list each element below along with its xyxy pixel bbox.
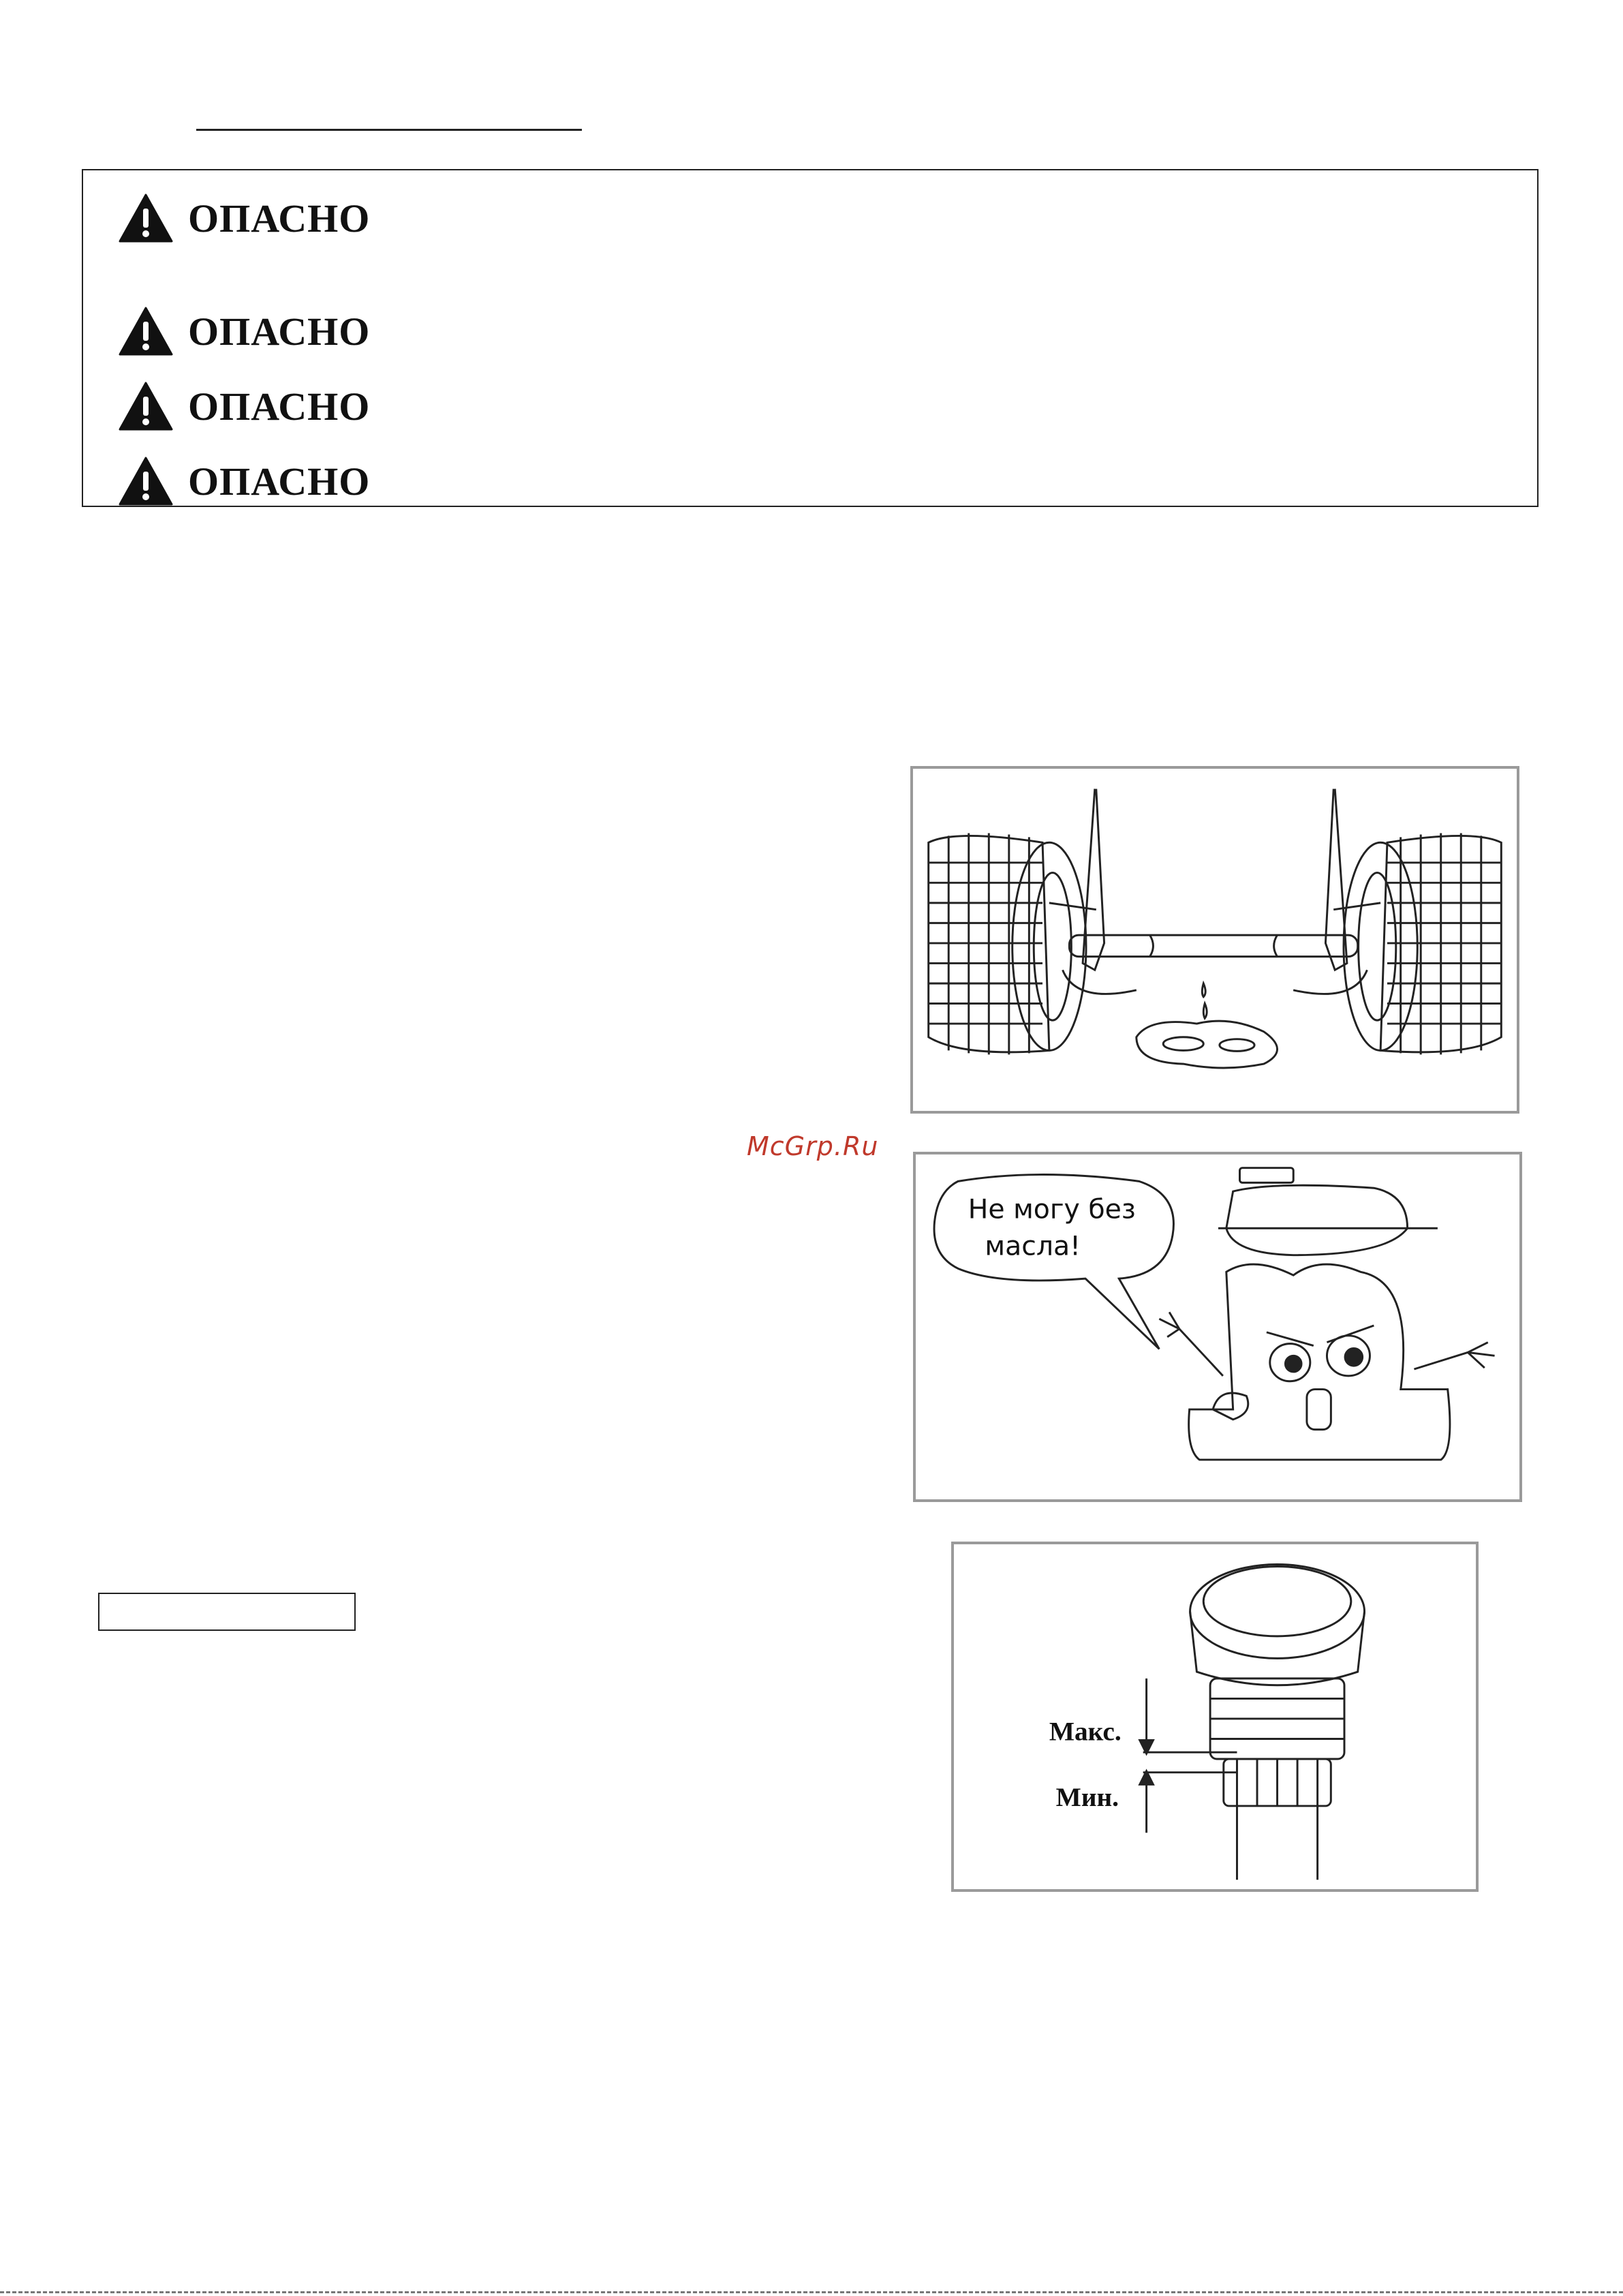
danger-row-2 [119, 304, 370, 358]
danger-label: ОПАСНО [188, 384, 371, 429]
empty-label-box [98, 1593, 356, 1631]
danger-row-3 [119, 379, 370, 433]
engine-cartoon-illustration [916, 1154, 1519, 1499]
warning-triangle-icon [119, 194, 173, 243]
speech-line-1: Не могу без [968, 1193, 1136, 1225]
watermark-text: McGrp.Ru [747, 1131, 879, 1161]
danger-label: ОПАСНО [188, 309, 371, 354]
section-title-underline [196, 129, 582, 131]
danger-label: ОПАСНО [188, 196, 371, 241]
danger-notice-box [82, 169, 1539, 507]
danger-label: ОПАСНО [188, 459, 371, 504]
figure-engine-cartoon [913, 1152, 1522, 1502]
figure-dipstick [951, 1542, 1479, 1892]
warning-triangle-icon [119, 457, 173, 506]
oil-leak-illustration [913, 769, 1517, 1111]
dipstick-max-label: Макс. [1049, 1716, 1122, 1747]
page-bottom-rule [0, 2291, 1623, 2293]
warning-triangle-icon [119, 307, 173, 356]
figure-oil-leak [910, 766, 1519, 1114]
danger-row-1 [119, 191, 370, 245]
warning-triangle-icon [119, 382, 173, 431]
dipstick-min-label: Мин. [1055, 1781, 1119, 1812]
dipstick-illustration [954, 1544, 1476, 1889]
speech-line-2: масла! [985, 1230, 1081, 1262]
danger-row-4 [119, 454, 370, 508]
